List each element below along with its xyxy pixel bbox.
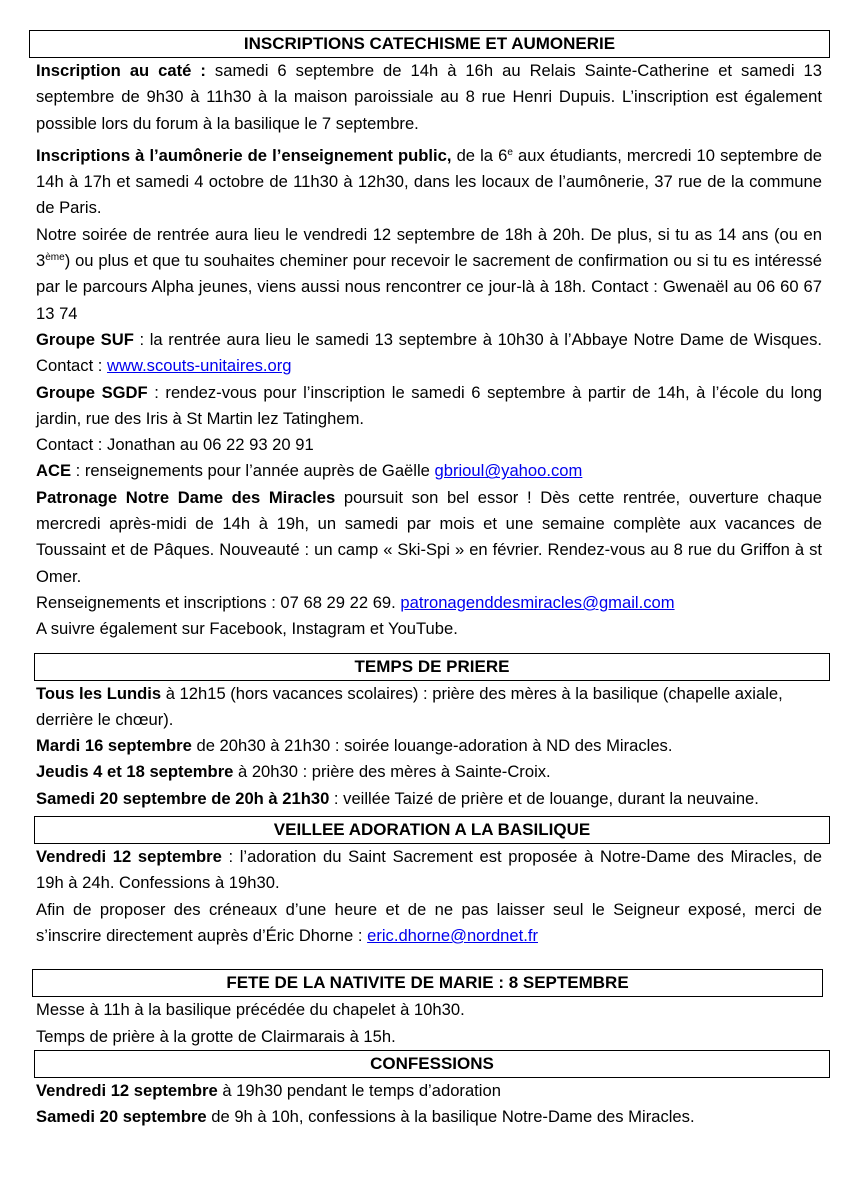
confessions-samedi-text: de 9h à 10h, confessions à la basilique Notre-Dame des Miracles. (206, 1107, 695, 1127)
priere-jeudis-label: Jeudis 4 et 18 septembre (36, 762, 234, 782)
priere-mardi (36, 733, 822, 759)
soiree-text-b: ) ou plus et que tu souhaites cheminer pour recevoir le sacrement de confirmation ou si tu es intéressé par le parcours Alpha jeunes, viens aussi nous rencontrer ce jour-là à 18h. Contact : Gwenaël au 06 60 67 13 74 (36, 251, 822, 323)
priere-jeudis-text: à 20h30 : prière des mères à Sainte-Croix. (233, 762, 551, 782)
scouts-unitaires-link[interactable]: www.scouts-unitaires.org (107, 356, 292, 376)
confessions-samedi (36, 1104, 822, 1130)
priere-samedi-label: Samedi 20 septembre de 20h à 21h30 (36, 788, 330, 808)
groupe-suf-text: : la rentrée aura lieu le samedi 13 septembre à 10h30 à l’Abbaye Notre Dame de Wisques. Contact : (36, 329, 822, 376)
priere-jeudis (36, 759, 822, 785)
nativite-priere: Temps de prière à la grotte de Clairmarais à 15h. (36, 1026, 396, 1046)
patronage-text: poursuit son bel essor ! Dès cette rentrée, ouverture chaque mercredi après-midi de 14h à 19h, un samedi par mois et une semaine complète aux vacances de Toussaint et de Pâques. Nouveauté : un camp « Ski-Spi » en février. Rendez-vous au 8 rue du Griffon à st Omer. (36, 487, 822, 586)
confessions-samedi-label: Samedi 20 septembre (36, 1107, 207, 1127)
aumonerie-label: Inscriptions à l’aumônerie de l’enseignement public, (36, 145, 452, 165)
groupe-suf-paragraph (36, 327, 822, 380)
groupe-suf-label: Groupe SUF (36, 329, 134, 349)
priere-samedi-text: : veillée Taizé de prière et de louange, durant la neuvaine. (329, 788, 759, 808)
nativite-messe: Messe à 11h à la basilique précédée du chapelet à 10h30. (36, 1000, 465, 1020)
groupe-sgdf-text: : rendez-vous pour l’inscription le samedi 6 septembre à partir de 14h, à l’école du long jardin, rue des Iris à St Martin lez Tatinghem. (36, 382, 822, 428)
veillee-vendredi-text: : l’adoration du Saint Sacrement est proposée à Notre-Dame des Miracles, de 19h à 24h. Confessions à 19h30. (36, 847, 822, 893)
cate-inscription-label: Inscription au caté : (36, 61, 206, 80)
soiree-sup: ème (45, 252, 65, 264)
confessions-vendredi-label: Vendredi 12 septembre (36, 1080, 218, 1100)
veillee-inscription (36, 897, 822, 950)
priere-mardi-text: de 20h30 à 21h30 : soirée louange-adoration à ND des Miracles. (191, 736, 673, 756)
priere-lundis (36, 681, 822, 734)
patronage-contact-text: Renseignements et inscriptions : 07 68 29 22 69. (36, 592, 401, 612)
confessions-vendredi (36, 1078, 822, 1104)
priere-mardi-label: Mardi 16 septembre (36, 736, 192, 756)
ace-text: : renseignements pour l’année auprès de Gaëlle (71, 461, 435, 481)
patronage-paragraph (36, 485, 822, 590)
confessions-vendredi-text: à 19h30 pendant le temps d’adoration (217, 1080, 501, 1100)
eric-dhorne-email-link[interactable]: eric.dhorne@nordnet.fr (367, 925, 538, 945)
section-title-veillee: VEILLEE ADORATION A LA BASILIQUE (34, 816, 830, 844)
bulletin-page (36, 30, 822, 1130)
aumonerie-text-b: aux étudiants, mercredi 10 septembre de 14h à 17h et samedi 4 octobre de 11h30 à 12h30, dans les locaux de l’aumônerie, 37 rue de la commune de Paris. (36, 145, 823, 218)
veillee-inscription-text: Afin de proposer des créneaux d’une heure et de ne pas laisser seul le Seigneur exposé, merci de s’inscrire directement auprès d’Éric Dhorne : (36, 899, 822, 945)
priere-lundis-text: à 12h15 (hors vacances scolaires) : prière des mères à la basilique (chapelle axiale, derrière le chœur). (36, 683, 783, 729)
patronage-label: Patronage Notre Dame des Miracles (36, 487, 336, 507)
veillee-vendredi (36, 844, 822, 897)
section-title-catechisme: INSCRIPTIONS CATECHISME ET AUMONERIE (29, 30, 830, 58)
soiree-text-a: Notre soirée de rentrée aura lieu le vendredi 12 septembre de 18h à 20h. De plus, si tu as 14 ans (ou en 3 (36, 224, 822, 271)
section-title-priere: TEMPS DE PRIERE (34, 653, 830, 681)
cate-inscription-paragraph (36, 58, 822, 137)
cate-inscription-text: samedi 6 septembre de 14h à 16h au Relais Sainte-Catherine et samedi 13 septembre de 9h30 à 11h30 à la maison paroissiale au 8 rue Henri Dupuis. L’inscription est également possible lors du forum à la basilique le 7 septembre. (36, 61, 822, 133)
priere-lundis-label: Tous les Lundis (36, 683, 162, 703)
ace-paragraph (36, 458, 822, 484)
aumonerie-text-a: de la 6 (451, 145, 508, 165)
groupe-sgdf-paragraph (36, 380, 822, 433)
sgdf-contact: Contact : Jonathan au 06 22 93 20 91 (36, 435, 314, 455)
section-title-confessions: CONFESSIONS (34, 1050, 830, 1078)
patronage-email-link[interactable]: patronagenddesmiracles@gmail.com (400, 592, 675, 612)
patronage-contact (36, 590, 822, 616)
aumonerie-paragraph (36, 143, 822, 222)
soiree-rentree-paragraph (36, 222, 822, 327)
ace-label: ACE (36, 461, 72, 481)
veillee-vendredi-label: Vendredi 12 septembre (36, 847, 222, 867)
priere-samedi (36, 786, 822, 812)
section-title-nativite: FETE DE LA NATIVITE DE MARIE : 8 SEPTEMBRE (32, 969, 823, 997)
aumonerie-sup: e (507, 146, 513, 158)
groupe-sgdf-label: Groupe SGDF (36, 382, 148, 402)
ace-email-link[interactable]: gbrioul@yahoo.com (434, 461, 583, 481)
patronage-follow: A suivre également sur Facebook, Instagram et YouTube. (36, 619, 458, 639)
